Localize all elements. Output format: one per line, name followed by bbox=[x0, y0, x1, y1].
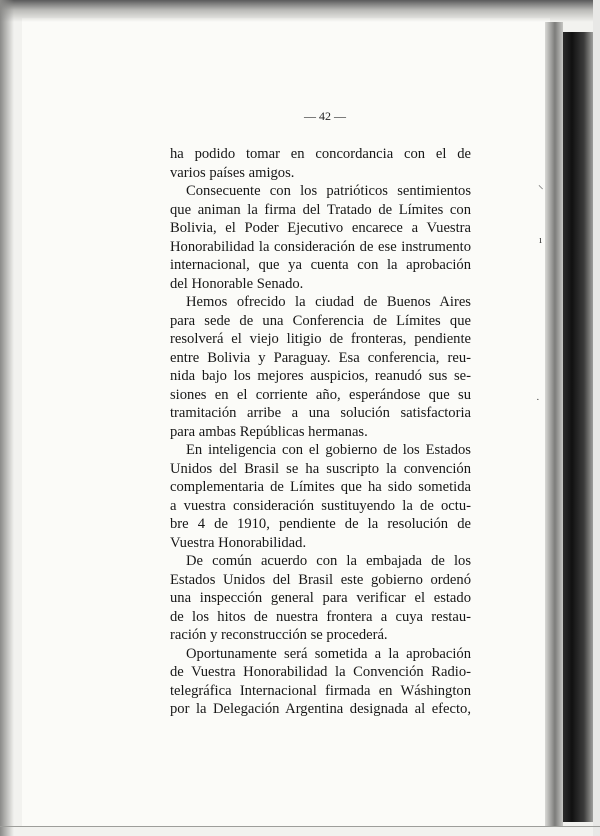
text-line: ha podido tomar en concordancia con el de bbox=[170, 146, 471, 162]
text-line: Bolivia, el Poder Ejecutivo encarece a Vuestra bbox=[170, 220, 471, 236]
text-line: internacional, que ya cuenta con la aprobación bbox=[170, 257, 471, 273]
text-line: entre Bolivia y Paraguay. Esa conferencia, reu- bbox=[170, 349, 471, 366]
text-line: de Vuestra Honorabilidad la Convención Radio- bbox=[170, 664, 471, 680]
body-text bbox=[170, 145, 471, 719]
text-line: Honorabilidad la consideración de ese instrumento bbox=[170, 238, 471, 255]
text-line: Vuestra Honorabilidad. bbox=[170, 534, 307, 551]
text-line: En inteligencia con el gobierno de los Estados bbox=[186, 442, 471, 458]
text-line: para ambas Repúblicas hermanas. bbox=[170, 423, 368, 440]
text-line: telegráfica Internacional firmada en Wáshington bbox=[170, 682, 471, 699]
text-line: varios países amigos. bbox=[170, 164, 295, 181]
text-line: De común acuerdo con la embajada de los bbox=[186, 553, 471, 569]
scan-right-margin bbox=[593, 0, 600, 836]
text-line: una inspección general para verificar el estado bbox=[170, 590, 471, 606]
book-spine-shadow bbox=[545, 22, 563, 827]
text-line: por la Delegación Argentina designada al efecto, bbox=[170, 701, 471, 717]
text-line: Oportunamente será sometida a la aprobación bbox=[186, 645, 471, 662]
text-line: para sede de una Conferencia de Límites que bbox=[170, 312, 471, 329]
book-binding-edge bbox=[563, 32, 593, 822]
text-line: ración y reconstrucción se procederá. bbox=[170, 627, 388, 643]
margin-speck: ⸌ bbox=[538, 184, 544, 196]
margin-speck: · bbox=[536, 394, 540, 406]
text-line: resolverá el viejo litigio de fronteras, pendiente bbox=[170, 331, 471, 347]
text-line: a vuestra consideración sustituyendo la de octu- bbox=[170, 497, 471, 514]
scan-top-shadow bbox=[0, 0, 600, 22]
scan-left-edge bbox=[0, 0, 14, 836]
page-bottom-edge bbox=[0, 826, 600, 827]
text-line: nida bajo los mejores auspicios, reanudó sus se- bbox=[170, 368, 471, 384]
text-line: bre 4 de 1910, pendiente de la resolución de bbox=[170, 516, 471, 532]
text-line: Consecuente con los patrióticos sentimientos bbox=[186, 183, 471, 199]
text-line: Estados Unidos del Brasil este gobierno ordenó bbox=[170, 571, 471, 588]
text-line: de los hitos de nuestra frontera a cuya restau- bbox=[170, 608, 471, 625]
text-line: siones en el corriente año, esperándose que su bbox=[170, 386, 471, 403]
page-number: — 42 — bbox=[304, 109, 346, 123]
text-line: del Honorable Senado. bbox=[170, 275, 304, 292]
text-line: tramitación arribe a una solución satisfactoria bbox=[170, 405, 471, 421]
text-line: que animan la firma del Tratado de Límites con bbox=[170, 201, 471, 218]
text-line: Hemos ofrecido la ciudad de Buenos Aires bbox=[186, 294, 471, 310]
margin-speck: ı bbox=[539, 234, 543, 246]
text-line: complementaria de Límites que ha sido sometida bbox=[170, 479, 471, 495]
text-line: Unidos del Brasil se ha suscripto la convención bbox=[170, 460, 471, 477]
